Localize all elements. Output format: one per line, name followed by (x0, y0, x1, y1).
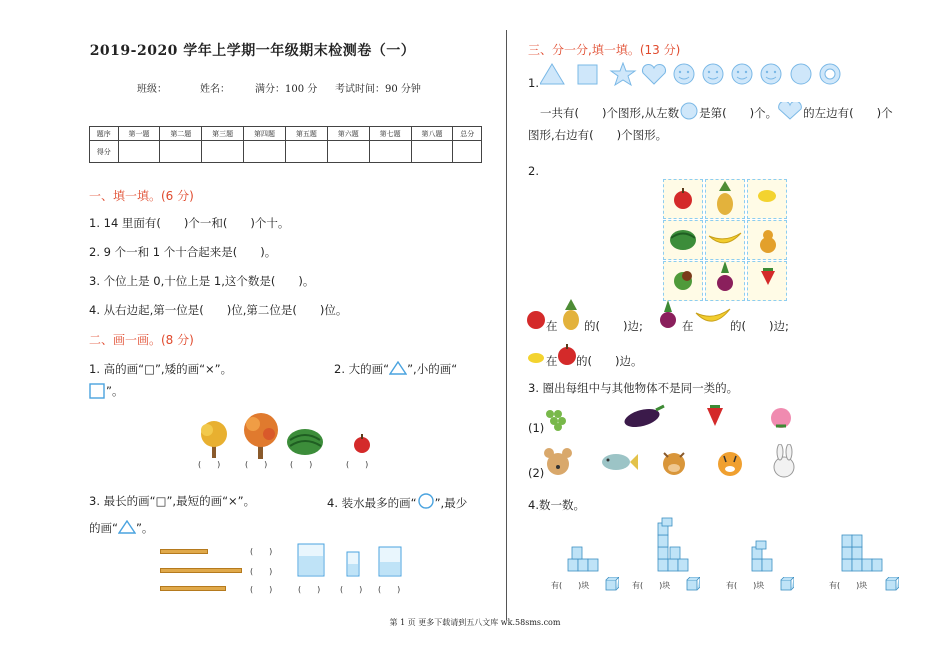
medium-pencil-icon (160, 586, 226, 591)
score-cell[interactable] (118, 141, 160, 163)
question-2-3: 3. 最长的画“□”,最短的画“×”。 (89, 494, 256, 508)
q2-2-text-a: 2. 大的画“ (334, 362, 390, 376)
eggplant-icon (623, 406, 664, 431)
apple-icon (674, 188, 692, 209)
strawberry-icon (761, 268, 775, 285)
page-footer: 第 1 页 更多下载请到五八文库 wk.58sms.com (389, 618, 561, 627)
count-label-a[interactable]: 有( )块 (551, 581, 590, 590)
q2-2-text-b: ”,小的画“ (407, 362, 458, 376)
q2-4-text-a: 4. 装水最多的画“ (327, 496, 417, 510)
q3-1-text-b: 是第( )个。 (699, 106, 778, 120)
q3-2-text-c: 在 (682, 319, 694, 333)
score-cell[interactable] (285, 141, 327, 163)
lemon-icon (526, 346, 546, 366)
cow-icon (663, 453, 685, 475)
q3-1-line2: 图形,右边有( )个图形。 (528, 128, 668, 142)
paren-blank[interactable]: ( ) (250, 585, 273, 594)
triangle-icon (118, 520, 136, 534)
section-1-title: 一、填一填。(6 分) (89, 189, 194, 203)
heart-icon (777, 102, 803, 120)
score-cell[interactable] (244, 141, 286, 163)
q2-4-text-d: ”。 (135, 521, 154, 535)
question-2-2 (334, 361, 457, 377)
small-beaker-icon (347, 552, 359, 576)
count-label-d[interactable]: 有( )块 (829, 581, 868, 590)
cube-icon (686, 577, 700, 591)
q3-3-row-1 (540, 400, 810, 434)
question-2-1: 1. 高的画“□”,矮的画“×”。 (89, 362, 233, 376)
paren-blank[interactable]: ( ) (378, 585, 401, 594)
q3-1-line1 (540, 102, 893, 121)
grapes-icon (546, 410, 566, 431)
rabbit-icon (774, 444, 794, 477)
table-header: 第五题 (285, 127, 327, 141)
section-3-title: 三、分一分,填一填。(13 分) (528, 43, 681, 57)
class-label: 班级： (137, 84, 167, 95)
score-cell[interactable] (327, 141, 369, 163)
cube-icon (885, 577, 899, 591)
q3-1-text-a: 一共有( )个图形,从左数 (540, 106, 680, 120)
question-1-2: 2. 9 个一和 1 个十合起来是( )。 (89, 245, 277, 259)
beakers (295, 540, 410, 580)
grid-fruits (663, 179, 789, 302)
shape-row (540, 62, 850, 88)
q3-2-text-e: 在 (546, 354, 558, 368)
table-header: 第一题 (118, 127, 160, 141)
vegetable-icon (674, 271, 692, 290)
score-table-header-row (90, 127, 482, 141)
square-icon (89, 383, 105, 399)
fish-icon (602, 454, 638, 470)
cube-stack-b (658, 518, 688, 571)
circle-icon (679, 102, 699, 120)
watermelon-icon (670, 230, 696, 250)
paren-blank[interactable]: ( ) (250, 567, 273, 576)
score-table (89, 126, 482, 163)
apple-icon (527, 311, 545, 329)
count-label-c[interactable]: 有( )块 (726, 581, 765, 590)
banana-icon (709, 233, 741, 243)
banana-icon (694, 305, 732, 331)
question-2-4-cont (89, 520, 153, 536)
pineapple-icon (558, 298, 584, 332)
column-divider (506, 30, 507, 620)
strawberry-icon (707, 405, 723, 426)
peach-icon (771, 408, 791, 428)
paren-blank[interactable]: ( ) (298, 585, 321, 594)
score-cell[interactable] (160, 141, 202, 163)
table-header: 第七题 (369, 127, 411, 141)
triangle-icon (389, 361, 407, 375)
table-header: 第三题 (202, 127, 244, 141)
smiley-shape (732, 64, 752, 84)
paren-blank[interactable]: ( ) (245, 460, 268, 469)
fruit-grid (663, 179, 789, 302)
cube-stacks (560, 515, 900, 577)
smiley-shape (761, 64, 781, 84)
turnip-icon (717, 261, 733, 291)
full-score: 满分：100 分 (255, 84, 318, 95)
q3-1-text-c: 的左边有( )个 (803, 106, 893, 120)
q2-4-text-b: ”,最少 (434, 496, 468, 510)
table-header: 题序 (90, 127, 119, 141)
cube-icon (605, 577, 619, 591)
pineapple-icon (717, 181, 733, 215)
score-cell[interactable] (202, 141, 244, 163)
apple-icon (556, 342, 578, 366)
exam-time: 考试时间：90 分钟 (335, 84, 421, 95)
star-shape (611, 63, 635, 85)
big-beaker-icon (298, 544, 324, 576)
apple-icon (354, 434, 370, 453)
pear-icon (760, 230, 776, 253)
q2-images (195, 410, 395, 460)
name-label: 姓名： (200, 84, 230, 95)
count-label-b[interactable]: 有( )块 (632, 581, 671, 590)
q2-2-text-c: ”。 (106, 384, 124, 398)
table-header: 第六题 (327, 127, 369, 141)
lemon-icon (758, 190, 776, 202)
cube-stack-a (568, 547, 598, 571)
cube-icon (780, 577, 794, 591)
mouse-icon (544, 448, 572, 475)
watermelon-icon (287, 429, 323, 455)
cube-stack-c (752, 541, 772, 571)
q3-2-text-f: 的( )边。 (576, 354, 643, 368)
question-1-1: 1. 14 里面有( )个一和( )个十。 (89, 216, 290, 230)
heart-shape (642, 64, 665, 84)
q3-3-group-2: (2) (528, 466, 545, 480)
smiley-shape (703, 64, 723, 84)
paren-blank[interactable]: ( ) (198, 460, 221, 469)
score-table-row (90, 141, 482, 163)
medium-beaker-icon (379, 547, 401, 576)
q3-1-number: 1. (528, 76, 539, 90)
ring-shape (820, 64, 840, 84)
paren-blank[interactable]: ( ) (290, 460, 313, 469)
short-pencil-icon (160, 549, 208, 554)
question-3-3: 3. 圈出每组中与其他物体不是同一类的。 (528, 381, 739, 395)
triangle-shape (540, 64, 564, 84)
q3-2-number: 2. (528, 164, 539, 178)
big-tree-icon (244, 413, 278, 459)
table-header: 总分 (453, 127, 482, 141)
cube-stack-d (842, 535, 882, 571)
smiley-shape (674, 64, 694, 84)
square-shape (578, 65, 597, 84)
small-tree-icon (201, 421, 227, 458)
table-header: 第四题 (244, 127, 286, 141)
paren-blank[interactable]: ( ) (250, 547, 273, 556)
score-cell[interactable] (369, 141, 411, 163)
tiger-icon (718, 452, 742, 476)
question-1-4: 4. 从右边起,第一位是( )位,第二位是( )位。 (89, 303, 348, 317)
question-1-3: 3. 个位上是 0,十位上是 1,这个数是( )。 (89, 274, 315, 288)
section-2-title: 二、画一画。(8 分) (89, 333, 194, 347)
paren-blank[interactable]: ( ) (340, 585, 363, 594)
long-pencil-icon (160, 568, 242, 573)
q2-4-text-c: 的画“ (89, 521, 118, 535)
q3-2-text-a: 在 (546, 319, 558, 333)
score-cell[interactable] (453, 141, 482, 163)
q3-3-group-1: (1) (528, 421, 545, 435)
paren-blank[interactable]: ( ) (346, 460, 369, 469)
question-2-4 (327, 493, 467, 511)
circle-icon (417, 493, 435, 509)
circle-shape (791, 64, 811, 84)
q3-2-text-d: 的( )边; (730, 319, 789, 333)
question-3-4: 4.数一数。 (528, 498, 585, 512)
q3-3-row-2 (540, 444, 810, 480)
row-label: 得分 (90, 141, 119, 163)
table-header: 第八题 (411, 127, 453, 141)
page-title: 2019-2020 学年上学期一年级期末检测卷（一） (89, 43, 416, 59)
turnip-icon (655, 298, 681, 330)
q3-2-text-b: 的( )边; (584, 319, 643, 333)
table-header: 第二题 (160, 127, 202, 141)
score-cell[interactable] (411, 141, 453, 163)
